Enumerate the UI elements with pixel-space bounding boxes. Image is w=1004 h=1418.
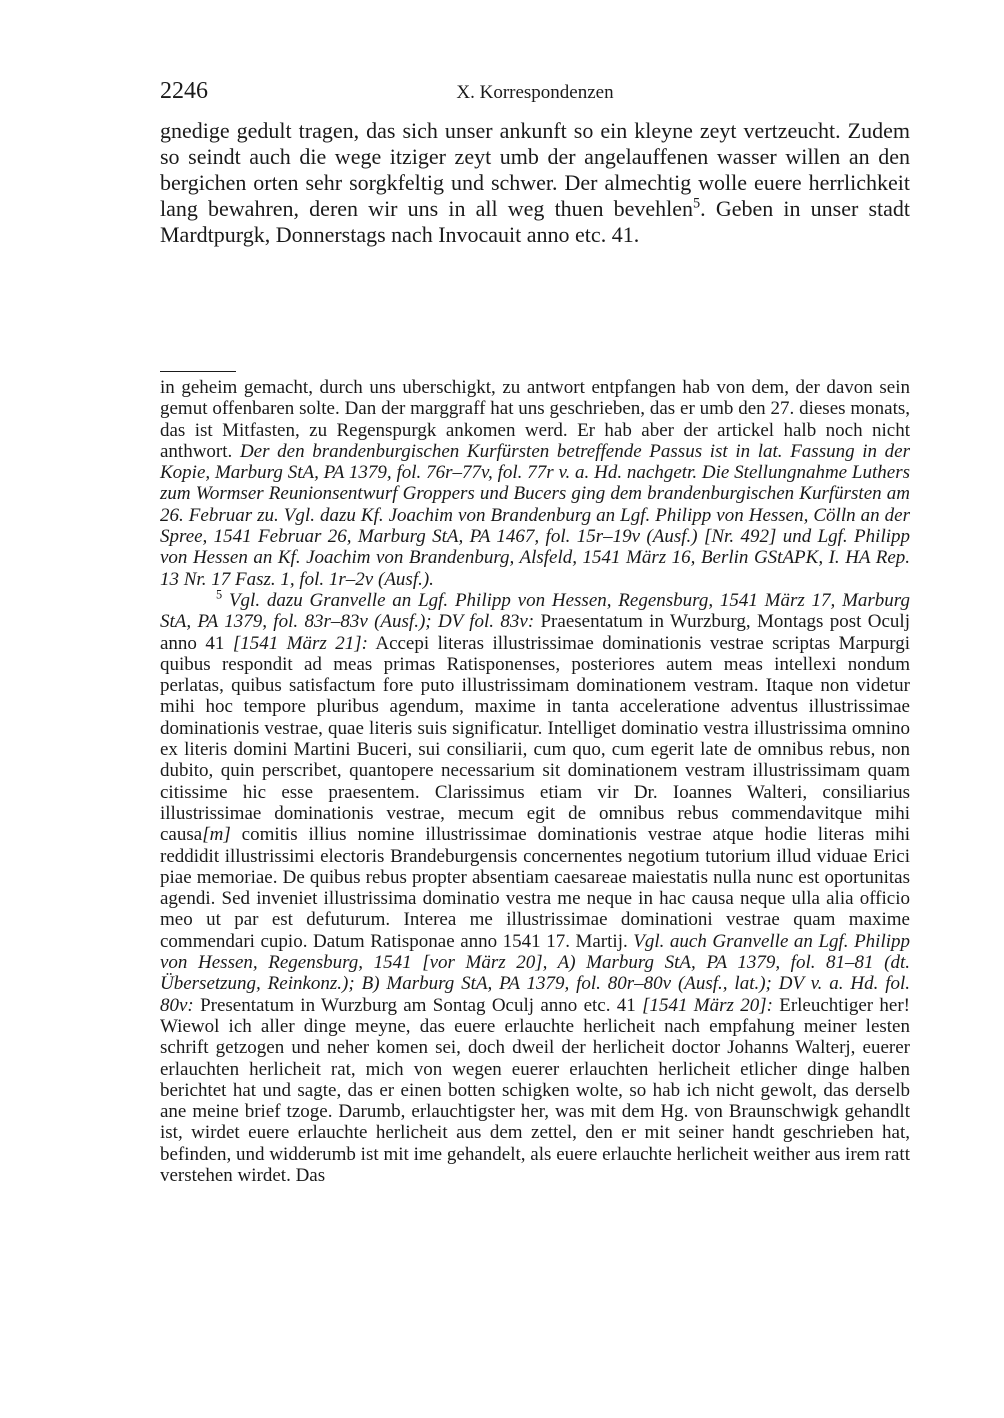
footnotes	[160, 377, 910, 1186]
footnote-5-date-2: [1541 März 20]:	[642, 994, 773, 1016]
footnote-5-date-1: [1541 März 21]:	[232, 632, 368, 654]
footnote-continued-text: in geheim gemacht, durch uns uberschigkt, zu antwort entpfangen hab von dem, der davon sein gemut offenbaren solte. Dan der marggraff hat uns geschrieben, das er umb den 27. dieses monats, das ist Mitfasten, zu Regenspurgk ankomen werd. Er hab aber der artickel halb noch nicht anthwort.	[160, 377, 910, 462]
footnote-5	[160, 587, 911, 1186]
footnote-reference: 5	[693, 195, 701, 212]
footnote-5-quote-2: Accepi literas illustrissimae dominationis vestrae scriptas Marpurgi quibus respondit ad meas primas Ratisponenses, posteriores autem meas intellexi nondum perlatas, quibus satisfactum fore puto illustrissimam dominationem vestram. Itaque non videtur mihi hoc tempore pluribus agendum, maxime in tanta acceleratione adventus illustrissimae dominationis vestrae, quae literis suis significatur. Intelliget dominatio vestra illustrissima omnino ex literis domini Martini Buceri, sui consiliarii, cum quo, cum egerit late de omnibus rebus, non dubito, quin perscribet, quantopere necessarium sit dominationem vestram illustrissimam quam citissime hic esse praesentem. Clarissimus etiam vir Dr. Ioannes Walteri, consiliarius illustrissimae dominationis vestrae, mecum egit de omnibus rebus commendavitque mihi causa	[160, 632, 911, 846]
footnote-5-commentary-1: Vgl. dazu Granvelle an Lgf. Philipp von Hessen, Regensburg, 1541 März 17, Marburg StA, PA 1379, fol. 83r–83v (Ausf.); DV fol. 83v:	[160, 589, 910, 633]
page-number: 2246	[160, 78, 208, 104]
footnote-5-quote-5: Erleuchtiger her! Wiewol ich aller dinge meyne, das euere erlauchte herlicheit nach empfahung meiner lesten schrift getzogen und neher komen sei, doch dweil der herlicheit doctor Johanns Walterj, euerer erlauchten herlicheit rat, mich von wegen euerer erlauchten herlicheit etlicher dinge halben berichtet hat und sagte, das er einen botten schigken wolte, so hab ich nicht gewolt, das derselb ane meine brief tzoge. Darumb, erlauchtigster her, was mit dem Hg. von Braunschwigk gehandlt ist, wirdet euere erlauchte herlicheit aus dem zettel, den er mit seiner handt geschrieben hat, befinden, und widderumb ist mit ime gehandelt, als euere erlauchte herlicheit weither aus irem ratt verstehen wirdet. Das	[160, 994, 911, 1186]
footnote-5-number: 5	[216, 587, 223, 602]
footnote-5-quote-4: Presentatum in Wurzburg am Sontag Oculj anno etc. 41	[193, 994, 643, 1016]
main-text	[160, 118, 910, 248]
footnote-5-emendation: [m]	[202, 824, 231, 846]
footnote-rule	[160, 371, 236, 372]
footnote-5-commentary-2: Vgl. auch Granvelle an Lgf. Philipp von Hessen, Regensburg, 1541 [vor März 20], A) Marburg StA, PA 1379, fol. 81–81 (dt. Übersetzung, Reinkonz.); B) Marburg StA, PA 1379, fol. 80r–80v (Ausf., lat.); DV v. a. Hd. fol. 80v:	[160, 930, 911, 1016]
main-text-part-2: . Geben in unser stadt Mardtpurgk, Donnerstags nach Invocauit anno etc. 41.	[160, 196, 911, 247]
footnote-continued	[160, 377, 910, 590]
footnote-5-quote-3: comitis illius nomine illustrissimae dominationis vestrae atque hodie literas mihi reddidit illustrissimi electoris Brandeburgensis concernentes negotium tutorium illud viduae Erici piae memoriae. De quibus rebus propter absentiam caesareae maiestatis nulla nunc est oportunitas agendi. Sed inveniet illustrissima dominatio vestra me neque in hac causa neque ulla alia officio meo ut par est defuturum. Interea me illustrissimae dominationi vestrae quam maxime commendari cupio. Datum Ratisponae anno 1541 17. Martij.	[160, 824, 910, 952]
footnote-5-quote-1: Praesentatum in Wurzburg, Montags post Oculj anno 41	[160, 611, 910, 654]
running-head: X. Korrespondenzen	[456, 82, 614, 103]
footnote-continued-commentary: Der den brandenburgischen Kurfürsten betreffende Passus ist in lat. Fassung in der Kopie, Marburg StA, PA 1379, fol. 76r–77v, fol. 77r v. a. Hd. nachgetr. Die Stellungnahme Luthers zum Wormser Reunionsentwurf Groppers und Bucers ging dem brandenburgischen Kurfürsten am 26. Februar zu. Vgl. dazu Kf. Joachim von Brandenburg an Lgf. Philipp von Hessen, Cölln an der Spree, 1541 Februar 26, Marburg StA, PA 1467, fol. 15r–19v (Ausf.) [Nr. 492] und Lgf. Philipp von Hessen an Kf. Joachim von Brandenburg, Alsfeld, 1541 März 16, Berlin GStAPK, I. HA Rep. 13 Nr. 17 Fasz. 1, fol. 1r–2v (Ausf.).	[160, 440, 910, 590]
main-text-part-1: gnedige gedult tragen, das sich unser ankunft so ein kleyne zeyt vertzeucht. Zudem so seindt auch die wege itziger zeyt umb der angelauffenen wasser willen an den bergichen orten sehr sorgkfeltig und schwer. Der almechtig wolle euere herrlichkeit lang bewahren, deren wir uns in all weg thuen bevehlen	[160, 118, 910, 221]
